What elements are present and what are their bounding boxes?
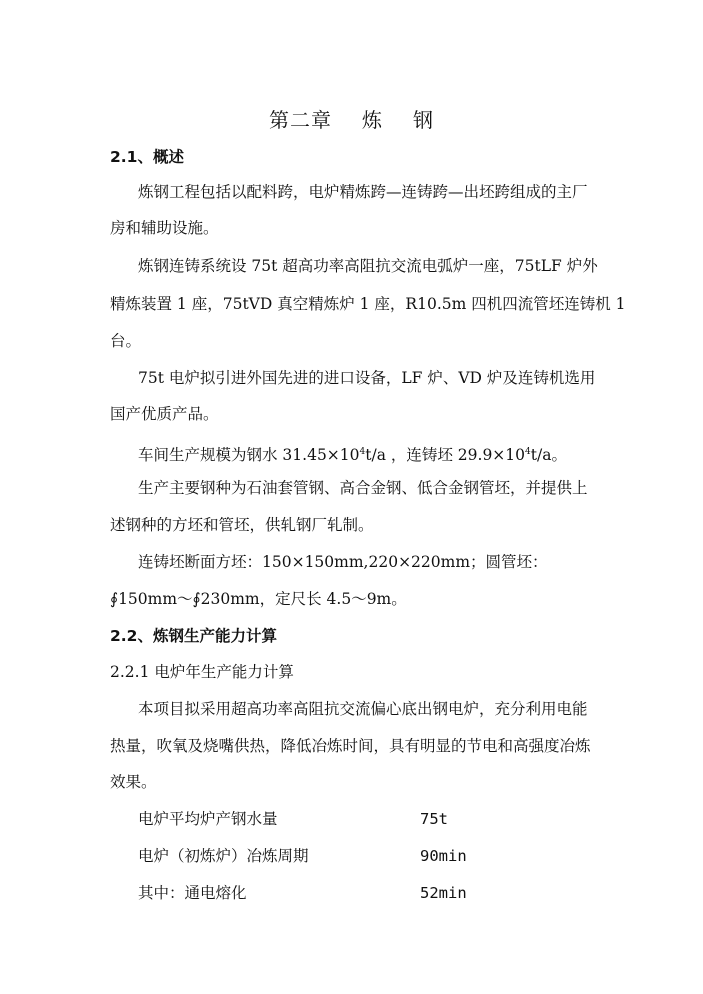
scale-text-1: 车间生产规模为钢水 31.45×10 — [138, 446, 360, 465]
paragraph-1-line-1: 炼钢工程包括以配料跨，电炉精炼跨—连铸跨—出坯跨组成的主厂 — [138, 183, 588, 201]
paragraph-3-line-2: 国产优质产品。 — [110, 405, 219, 423]
paragraph-6-line-1: 连铸坯断面方坯：150×150mm,220×220mm；圆管坯： — [138, 553, 548, 571]
chapter-word-2: 钢 — [413, 108, 434, 132]
scale-exponent-1: 4 — [359, 447, 366, 457]
paragraph-6-line-2: ∮150mm～∮230mm，定尺长 4.5～9m。 — [110, 590, 407, 608]
scale-text-3: t/a。 — [530, 446, 567, 465]
spec-label: 电炉平均炉产钢水量 — [138, 810, 278, 828]
scale-exponent-2: 4 — [525, 447, 531, 457]
spec-row — [138, 846, 588, 866]
chapter-number: 第二章 — [269, 108, 332, 132]
spec-label: 其中：通电熔化 — [138, 884, 247, 902]
paragraph-2-line-2: 精炼装置 1 座，75tVD 真空精炼炉 1 座，R10.5m 四机四流管坯连铸机 1 — [110, 295, 626, 313]
paragraph-4-production-scale — [138, 442, 567, 465]
chapter-word-1: 炼 — [362, 108, 383, 132]
paragraph-5-line-1: 生产主要钢种为石油套管钢、高合金钢、低合金钢管坯，并提供上 — [138, 479, 588, 497]
chapter-title — [0, 108, 703, 132]
paragraph-3-line-1: 75t 电炉拟引进外国先进的进口设备，LF 炉、VD 炉及连铸机选用 — [138, 369, 596, 387]
section-heading-2-1: 2.1、概述 — [110, 148, 184, 166]
spec-row — [138, 883, 588, 903]
paragraph-7-line-1: 本项目拟采用超高功率高阻抗交流偏心底出钢电炉，充分利用电能 — [138, 700, 588, 718]
spec-value: 75t — [420, 810, 448, 828]
subsection-heading-2-2-1: 2.2.1 电炉年生产能力计算 — [110, 663, 294, 681]
section-heading-2-2: 2.2、炼钢生产能力计算 — [110, 627, 277, 645]
spec-value: 90min — [420, 847, 467, 865]
paragraph-7-line-2: 热量，吹氧及烧嘴供热，降低冶炼时间，具有明显的节电和高强度冶炼 — [110, 737, 591, 755]
paragraph-7-line-3: 效果。 — [110, 773, 157, 791]
paragraph-2-line-3: 台。 — [110, 332, 142, 350]
paragraph-2-line-1: 炼钢连铸系统设 75t 超高功率高阻抗交流电弧炉一座，75tLF 炉外 — [138, 257, 598, 275]
scale-text-2: t/a ，连铸坯 29.9×10 — [365, 446, 526, 465]
paragraph-5-line-2: 述钢种的方坯和管坯，供轧钢厂轧制。 — [110, 516, 374, 534]
spec-row — [138, 809, 588, 829]
spec-label: 电炉（初炼炉）冶炼周期 — [138, 847, 309, 865]
spec-value: 52min — [420, 884, 467, 902]
paragraph-1-line-2: 房和辅助设施。 — [110, 219, 219, 237]
